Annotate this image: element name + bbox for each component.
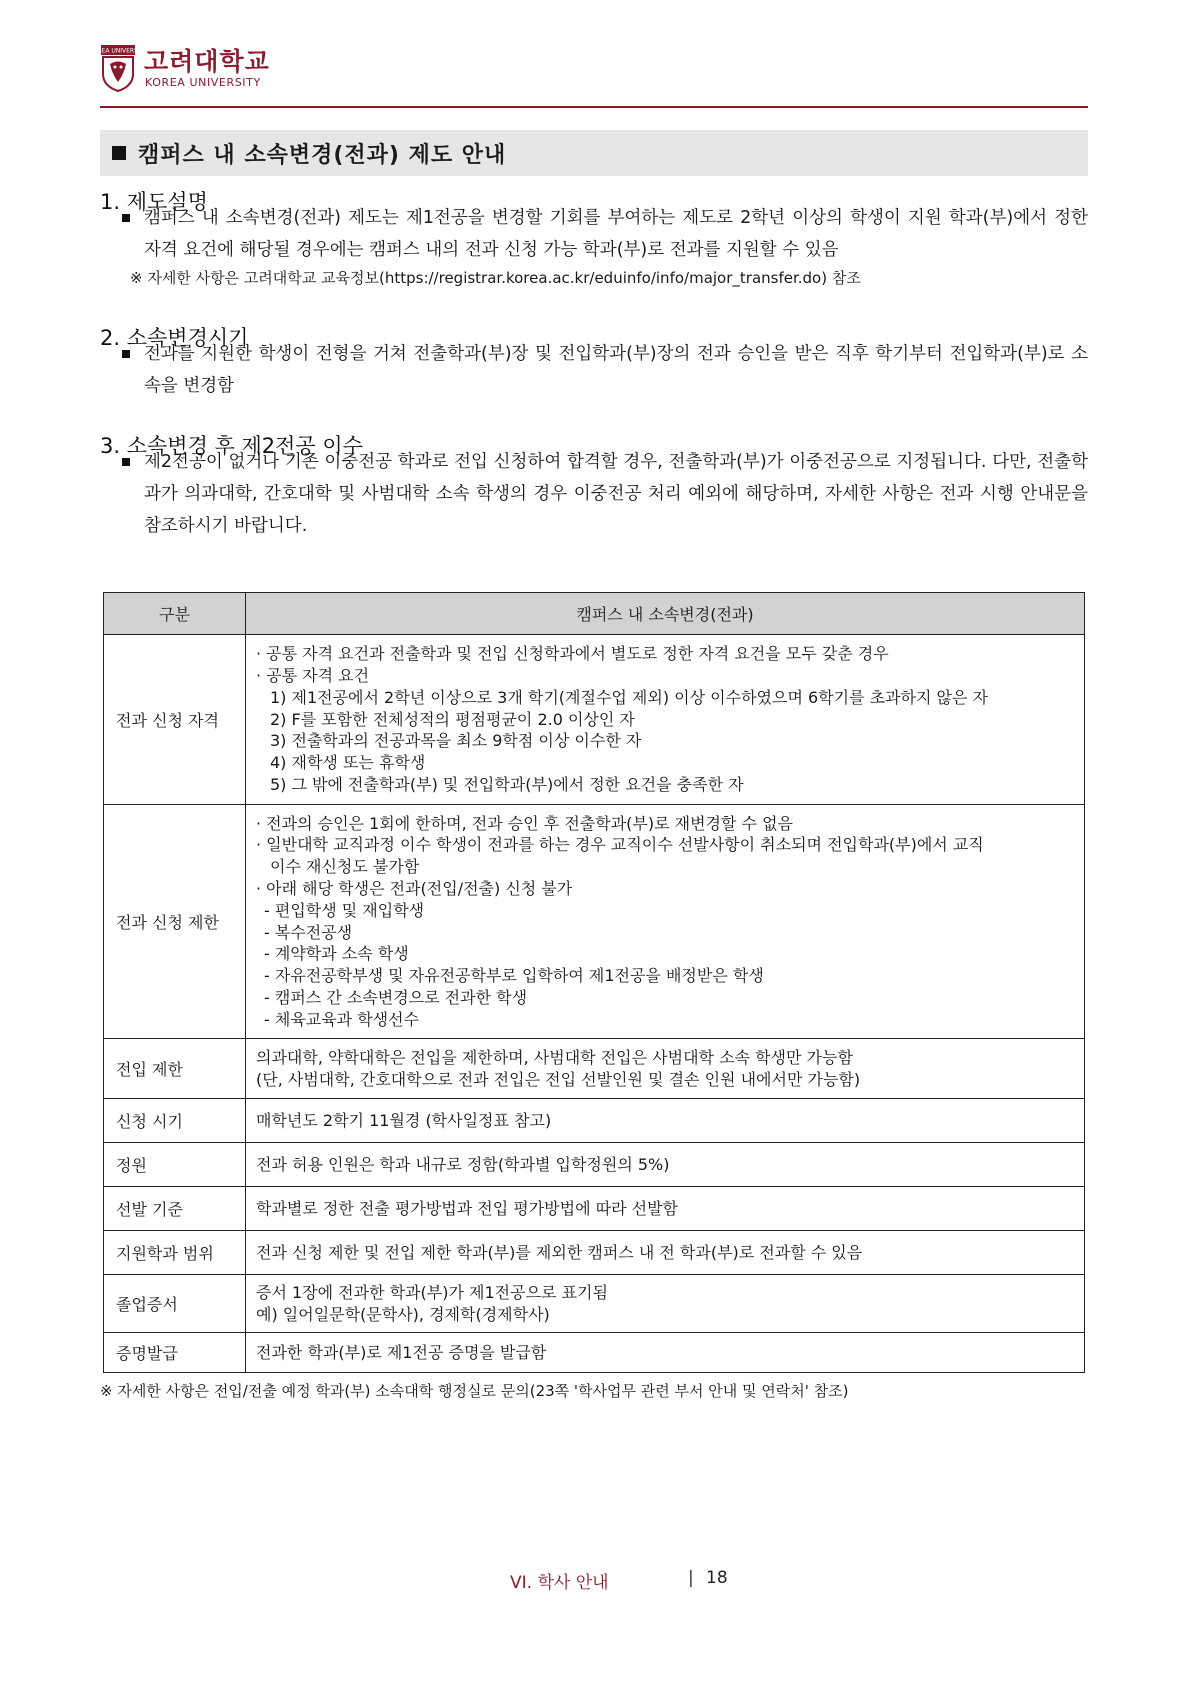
content-line: 전과한 학과(부)로 제1전공 증명을 발급함 xyxy=(256,1342,547,1362)
content-line: 2) F를 포함한 전체성적의 평점평균이 2.0 이상인 자 xyxy=(270,709,635,729)
content-line: 전과 허용 인원은 학과 내규로 정함(학과별 입학정원의 5%) xyxy=(256,1154,670,1174)
chapter-label: VI. 학사 안내 xyxy=(510,1573,609,1593)
content-line: 증서 1장에 전과한 학과(부)가 제1전공으로 표기됨 xyxy=(256,1282,608,1302)
section-heading: 2. 소속변경시기 xyxy=(100,326,249,350)
row-content xyxy=(246,1143,1085,1187)
content-line: 전과 신청 제한 및 전입 제한 학과(부)를 제외한 캠퍼스 내 전 학과(부)로 전과할 수 있음 xyxy=(256,1242,863,1262)
content-line: - 체육교육과 학생선수 xyxy=(264,1009,420,1029)
row-content xyxy=(246,1231,1085,1275)
transfer-info-table xyxy=(103,592,1085,1373)
bullet-square-icon xyxy=(122,458,130,466)
section-heading: 3. 소속변경 후 제2전공 이수 xyxy=(100,434,363,458)
bullet-text: 캠퍼스 내 소속변경(전과) 제도는 제1전공을 변경할 기회를 부여하는 제도로 2학년 이상의 학생이 지원 학과(부)에서 정한 자격 요건에 해당될 경우에는 캠퍼스 내의 전과 신청 가능 학과(부)로 전과를 지원할 수 있음 xyxy=(144,208,1088,260)
content-line: 5) 그 밖에 전출학과(부) 및 전입학과(부)에서 정한 요건을 충족한 자 xyxy=(270,774,744,794)
title-square-icon xyxy=(112,146,126,160)
bullet-square-icon xyxy=(122,214,130,222)
table-row xyxy=(104,1099,1085,1143)
row-label: 선발 기준 xyxy=(104,1187,246,1231)
row-label: 전입 제한 xyxy=(104,1039,246,1099)
page-title: 캠퍼스 내 소속변경(전과) 제도 안내 xyxy=(138,143,507,168)
content-line: · 아래 해당 학생은 전과(전입/전출) 신청 불가 xyxy=(256,878,573,898)
table-row xyxy=(104,1143,1085,1187)
content-line: - 편입학생 및 재입학생 xyxy=(264,900,425,920)
row-content xyxy=(246,635,1085,805)
content-line: · 공통 자격 요건 xyxy=(256,666,370,685)
page-header xyxy=(89,40,1088,108)
content-line: 1) 제1전공에서 2학년 이상으로 3개 학기(계절수업 제외) 이상 이수하였으며 6학기를 초과하지 않은 자 xyxy=(270,687,988,707)
row-label: 정원 xyxy=(104,1143,246,1187)
row-label: 지원학과 범위 xyxy=(104,1231,246,1275)
footer-separator: | xyxy=(688,1568,694,1588)
svg-text:KOREA UNIVERSITY: KOREA UNIVERSITY xyxy=(89,47,147,55)
section-bullet xyxy=(122,202,1088,266)
university-name-korean: 고려대학교 xyxy=(144,47,270,76)
content-line: · 전과의 승인은 1회에 한하며, 전과 승인 후 전출학과(부)로 재변경할 수 없음 xyxy=(256,813,794,833)
table-header-row xyxy=(104,593,1085,635)
content-line: 의과대학, 약학대학은 전입을 제한하며, 사범대학 전입은 사범대학 소속 학생만 가능함 xyxy=(256,1047,853,1067)
content-line: · 공통 자격 요건과 전출학과 및 전입 신청학과에서 별도로 정한 자격 요건을 모두 갖춘 경우 xyxy=(256,644,889,664)
page-number: 18 xyxy=(706,1568,728,1588)
section-heading: 1. 제도설명 xyxy=(100,190,208,214)
content-line: - 복수전공생 xyxy=(264,922,353,942)
row-content xyxy=(246,1039,1085,1099)
content-line: - 캠퍼스 간 소속변경으로 전과한 학생 xyxy=(264,987,528,1007)
table-row xyxy=(104,635,1085,805)
row-content xyxy=(246,1187,1085,1231)
column-header: 구분 xyxy=(104,593,246,635)
row-label: 졸업증서 xyxy=(104,1275,246,1333)
content-line: · 일반대학 교직과정 이수 학생이 전과를 하는 경우 교직이수 선발사항이 취소되며 전입학과(부)에서 교직 xyxy=(256,835,984,855)
content-line: 예) 일어일문학(문학사), 경제학(경제학사) xyxy=(256,1304,550,1324)
table-row xyxy=(104,1333,1085,1373)
row-label: 전과 신청 자격 xyxy=(104,635,246,805)
content-line: 3) 전출학과의 전공과목을 최소 9학점 이상 이수한 자 xyxy=(270,731,642,751)
section-bullet xyxy=(122,446,1088,542)
row-label: 신청 시기 xyxy=(104,1099,246,1143)
row-content xyxy=(246,1333,1085,1373)
university-name-english: KOREA UNIVERSITY xyxy=(145,76,261,89)
content-line: - 자유전공학부생 및 자유전공학부로 입학하여 제1전공을 배정받은 학생 xyxy=(264,966,764,986)
content-line: (단, 사범대학, 간호대학으로 전과 전입은 전입 선발인원 및 결손 인원 내에서만 가능함) xyxy=(256,1069,861,1089)
section-bullet xyxy=(122,338,1088,402)
content-line: 학과별로 정한 전출 평가방법과 전입 평가방법에 따라 선발함 xyxy=(256,1198,679,1218)
table-row xyxy=(104,1231,1085,1275)
row-label: 증명발급 xyxy=(104,1333,246,1373)
content-line: 매학년도 2학기 11월경 (학사일정표 참고) xyxy=(256,1110,552,1130)
bullet-square-icon xyxy=(122,350,130,358)
table-row xyxy=(104,1039,1085,1099)
table-row xyxy=(104,1187,1085,1231)
content-line: 4) 재학생 또는 휴학생 xyxy=(270,753,426,773)
row-content xyxy=(246,1275,1085,1333)
reference-note: ※ 자세한 사항은 고려대학교 교육정보(https://registrar.korea.ac.kr/eduinfo/info/major_transfer.do) 참조 xyxy=(130,269,861,287)
row-label: 전과 신청 제한 xyxy=(104,805,246,1039)
bullet-text: 전과를 지원한 학생이 전형을 거쳐 전출학과(부)장 및 전입학과(부)장의 전과 승인을 받은 직후 학기부터 전입학과(부)로 소속을 변경함 xyxy=(144,344,1088,396)
title-bar xyxy=(100,130,1088,176)
content-line: - 계약학과 소속 학생 xyxy=(264,944,409,964)
content-line: 이수 재신청도 불가함 xyxy=(270,857,420,877)
column-header: 캠퍼스 내 소속변경(전과) xyxy=(246,593,1085,635)
university-seal-icon xyxy=(89,44,147,92)
row-content xyxy=(246,1099,1085,1143)
table-row xyxy=(104,805,1085,1039)
bullet-text: 제2전공이 없거나 기존 이중전공 학과로 전입 신청하여 합격할 경우, 전출학과(부)가 이중전공으로 지정됩니다. 다만, 전출학과가 의과대학, 간호대학 및 사범대학 소속 학생의 경우 이중전공 처리 예외에 해당하며, 자세한 사항은 전과 시행 안내문을 참조하시기 바랍니다. xyxy=(144,452,1088,536)
footnote: ※ 자세한 사항은 전입/전출 예정 학과(부) 소속대학 행정실로 문의(23쪽 '학사업무 관련 부서 안내 및 연락처' 참조) xyxy=(100,1382,849,1400)
table-row xyxy=(104,1275,1085,1333)
row-content xyxy=(246,805,1085,1039)
